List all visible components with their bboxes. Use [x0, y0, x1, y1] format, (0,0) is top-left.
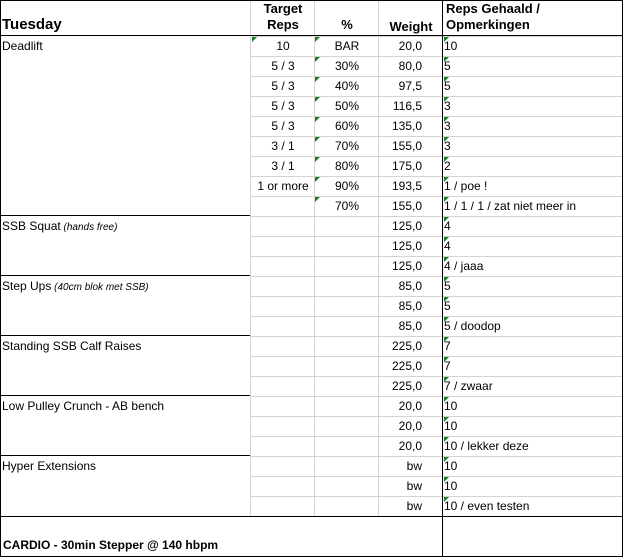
- weight-cell: 85,0: [398, 319, 422, 333]
- cell-marker-icon: [444, 117, 449, 122]
- grid-row-line: [250, 376, 622, 377]
- reps-note-cell: 10: [444, 39, 458, 53]
- weight-cell: 225,0: [391, 359, 422, 373]
- reps-note-cell: 4: [444, 239, 451, 253]
- weight-cell: bw: [406, 479, 422, 493]
- reps-note-cell: 7 / zwaar: [444, 379, 493, 393]
- reps-note-cell: 3: [444, 139, 451, 153]
- weight-cell: 20,0: [398, 39, 422, 53]
- grid-row-line: [250, 416, 622, 417]
- exercise-label: Hyper Extensions: [2, 459, 97, 473]
- percent-cell: BAR: [334, 39, 360, 53]
- cell-marker-icon: [444, 337, 449, 342]
- reps-note-cell: 7: [444, 339, 451, 353]
- cell-marker-icon: [444, 57, 449, 62]
- weight-cell: 125,0: [391, 219, 422, 233]
- exercise-name: [2, 456, 96, 476]
- target-reps-cell: 5 / 3: [271, 119, 295, 133]
- percent-cell: 50%: [334, 99, 360, 113]
- reps-note-cell: 5: [444, 299, 451, 313]
- target-reps-cell: 1 or more: [257, 179, 309, 193]
- weight-cell: 193,5: [391, 179, 422, 193]
- grid-row-line: [250, 456, 622, 457]
- cell-marker-icon: [315, 117, 320, 122]
- cell-marker-icon: [444, 497, 449, 502]
- grid-row-line: [250, 216, 622, 217]
- weight-cell: 175,0: [391, 159, 422, 173]
- day-title: Tuesday: [2, 16, 62, 33]
- weight-header: Weight: [389, 19, 433, 34]
- target-reps-header-line2: Reps: [267, 17, 299, 32]
- reps-note-cell: 3: [444, 99, 451, 113]
- exercise-name: [2, 336, 141, 356]
- percent-cell: 90%: [334, 179, 360, 193]
- percent-cell: 40%: [334, 79, 360, 93]
- exercise-label: Standing SSB Calf Raises: [2, 339, 142, 353]
- target-reps-header-line1: Target: [263, 1, 303, 16]
- grid-row-line: [250, 356, 622, 357]
- cell-marker-icon: [315, 37, 320, 42]
- exercise-name: [2, 396, 164, 416]
- reps-note-cell: 5: [444, 279, 451, 293]
- target-reps-cell: 3 / 1: [271, 159, 295, 173]
- exercise-label: Low Pulley Crunch - AB bench: [2, 399, 165, 413]
- weight-cell: 20,0: [398, 439, 422, 453]
- target-reps-cell: 10: [276, 39, 290, 53]
- weight-cell: 116,5: [392, 99, 422, 113]
- grid-row-line: [250, 316, 622, 317]
- cell-marker-icon: [444, 357, 449, 362]
- target-reps-cell: 3 / 1: [271, 139, 295, 153]
- weight-cell: 20,0: [398, 419, 422, 433]
- reps-note-cell: 2: [444, 159, 451, 173]
- weight-cell: 155,0: [391, 139, 422, 153]
- cell-marker-icon: [444, 397, 449, 402]
- cell-marker-icon: [444, 197, 449, 202]
- cell-marker-icon: [444, 277, 449, 282]
- cell-marker-icon: [252, 37, 257, 42]
- reps-note-cell: 4 / jaaa: [444, 259, 484, 273]
- reps-note-cell: 10 / even testen: [444, 499, 530, 513]
- cell-marker-icon: [315, 137, 320, 142]
- reps-note-cell: 10: [444, 419, 458, 433]
- reps-note-cell: 1 / poe !: [444, 179, 488, 193]
- weight-cell: 80,0: [398, 59, 422, 73]
- reps-note-cell: 5: [444, 59, 451, 73]
- header-border: [0, 35, 623, 36]
- exercise-name: [2, 216, 117, 238]
- exercise-separator: [0, 395, 250, 396]
- grid-row-line: [250, 236, 622, 237]
- left-border: [0, 0, 1, 557]
- exercise-name: [2, 36, 43, 56]
- weight-cell: 135,0: [391, 119, 422, 133]
- cell-marker-icon: [444, 257, 449, 262]
- grid-row-line: [250, 296, 622, 297]
- grid-row-line: [250, 396, 622, 397]
- reps-note-cell: 10: [444, 459, 458, 473]
- grid-col-line: [314, 0, 315, 516]
- reps-note-cell: 4: [444, 219, 451, 233]
- cell-marker-icon: [444, 317, 449, 322]
- cardio-footer: CARDIO - 30min Stepper @ 140 hbpm: [3, 538, 219, 552]
- cell-marker-icon: [315, 177, 320, 182]
- weight-cell: bw: [406, 499, 422, 513]
- cell-marker-icon: [444, 237, 449, 242]
- cell-marker-icon: [444, 97, 449, 102]
- reps-note-cell: 10: [444, 479, 458, 493]
- percent-cell: 70%: [334, 139, 360, 153]
- cell-marker-icon: [444, 77, 449, 82]
- weight-cell: 85,0: [398, 299, 422, 313]
- target-reps-cell: 5 / 3: [271, 99, 295, 113]
- weight-cell: 225,0: [391, 339, 422, 353]
- reps-header-line1: Reps Gehaald /: [446, 1, 540, 16]
- weight-cell: 155,0: [391, 199, 422, 213]
- exercise-note: (40cm blok met SSB): [51, 282, 149, 293]
- exercise-label: SSB Squat: [2, 219, 61, 233]
- cell-marker-icon: [444, 177, 449, 182]
- reps-note-cell: 5: [444, 79, 451, 93]
- reps-column-border: [442, 0, 443, 557]
- cell-marker-icon: [315, 77, 320, 82]
- exercise-label: Step Ups: [2, 279, 52, 293]
- exercise-label: Deadlift: [2, 39, 43, 53]
- weight-cell: 85,0: [398, 279, 422, 293]
- grid-col-line: [378, 0, 379, 516]
- exercise-separator: [0, 215, 250, 216]
- weight-cell: 20,0: [398, 399, 422, 413]
- grid-row-line: [250, 276, 622, 277]
- cell-marker-icon: [315, 57, 320, 62]
- exercise-separator: [0, 275, 250, 276]
- cell-marker-icon: [315, 97, 320, 102]
- cell-marker-icon: [444, 437, 449, 442]
- cell-marker-icon: [444, 417, 449, 422]
- weight-cell: 97,5: [398, 79, 422, 93]
- cell-marker-icon: [444, 457, 449, 462]
- exercise-separator: [0, 455, 250, 456]
- percent-cell: 30%: [334, 59, 360, 73]
- exercise-note: (hands free): [60, 222, 118, 233]
- percent-header: %: [341, 17, 353, 32]
- top-border: [0, 0, 623, 1]
- reps-note-cell: 10 / lekker deze: [444, 439, 529, 453]
- reps-note-cell: 10: [444, 399, 458, 413]
- cell-marker-icon: [315, 157, 320, 162]
- cell-marker-icon: [444, 477, 449, 482]
- grid-row-line: [250, 496, 622, 497]
- exercise-name: [2, 276, 149, 298]
- reps-note-cell: 1 / 1 / 1 / zat niet meer in: [444, 199, 577, 213]
- grid-row-line: [250, 476, 622, 477]
- target-reps-cell: 5 / 3: [271, 79, 295, 93]
- weight-cell: 125,0: [391, 259, 422, 273]
- percent-cell: 70%: [334, 199, 360, 213]
- reps-note-cell: 3: [444, 119, 451, 133]
- reps-header-line2: Opmerkingen: [446, 17, 530, 32]
- footer-separator: [0, 516, 623, 517]
- reps-note-cell: 5 / doodop: [444, 319, 501, 333]
- grid-row-line: [250, 436, 622, 437]
- cell-marker-icon: [315, 197, 320, 202]
- grid-row-line: [250, 256, 622, 257]
- cell-marker-icon: [444, 297, 449, 302]
- weight-cell: 225,0: [391, 379, 422, 393]
- weight-cell: 125,0: [391, 239, 422, 253]
- cell-marker-icon: [444, 217, 449, 222]
- target-reps-cell: 5 / 3: [271, 59, 295, 73]
- grid-col-line: [250, 0, 251, 516]
- reps-note-cell: 7: [444, 359, 451, 373]
- percent-cell: 60%: [334, 119, 360, 133]
- weight-cell: bw: [406, 459, 422, 473]
- cell-marker-icon: [444, 377, 449, 382]
- grid-row-line: [250, 336, 622, 337]
- exercise-separator: [0, 335, 250, 336]
- cell-marker-icon: [444, 37, 449, 42]
- cell-marker-icon: [444, 157, 449, 162]
- percent-cell: 80%: [334, 159, 360, 173]
- cell-marker-icon: [444, 137, 449, 142]
